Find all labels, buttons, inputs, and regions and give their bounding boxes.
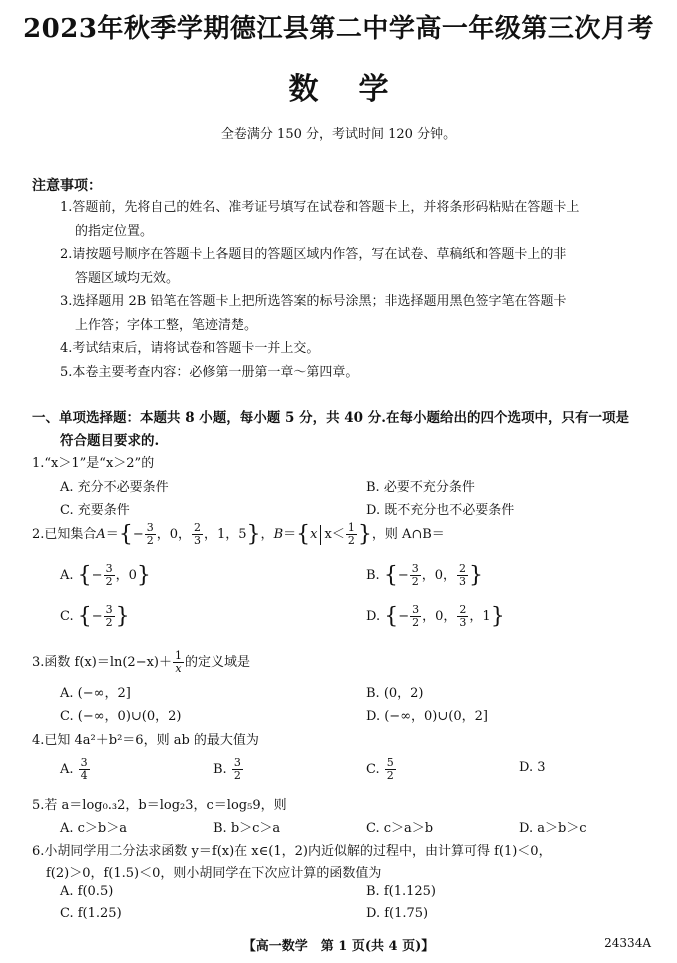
q2-option-c: C. {− $\frac{3}{2}$ } [60, 603, 130, 629]
q1-option-b: B. 必要不充分条件 [366, 480, 475, 495]
q3-option-a: A. (−∞，2] [60, 686, 131, 701]
subject-title: 数学 [288, 72, 429, 107]
equals-sign: ＝ [105, 527, 119, 542]
q1-option-a: A. 充分不必要条件 [60, 480, 169, 495]
set-a-label: A [96, 527, 106, 542]
q2-option-b: B. {− $\frac{3}{2}$ ，0， $\frac{2}{3}$ } [366, 562, 484, 588]
brace-close-icon: } [357, 522, 372, 547]
section-heading-line1: 一、单项选择题：本题共 8 小题，每小题 5 分，共 40 分.在每小题给出的四个选项中，只有一项是 [32, 410, 629, 426]
q2-option-d: D. {− $\frac{3}{2}$ ，0， $\frac{2}{3}$ ，1} [366, 603, 505, 629]
q4-option-c: C. $\frac{5}{2}$ [366, 756, 394, 782]
notice-item: 4.考试结束后，请将试卷和答题卡一并上交。 [60, 341, 320, 356]
section-heading-line2: 符合题目要求的. [60, 433, 160, 449]
q6-option-c: C. f(1.25) [60, 906, 122, 921]
notice-item: 2.请按题号顺序在答题卡上各题目的答题区域内作答，写在试卷、草稿纸和答题卡上的非 [60, 247, 567, 262]
notice-item: 3.选择题用 2B 铅笔在答题卡上把所选答案的标号涂黑；非选择题用黑色签字笔在答题卡 [60, 294, 567, 309]
q4-option-d: D. 3 [519, 760, 546, 775]
equals-sign: ＝ [283, 527, 297, 542]
brace-open-icon: { [296, 522, 311, 547]
q1-option-d: D. 既不充分也不必要条件 [366, 503, 515, 518]
fraction: $\frac{1}{2}$ [347, 521, 355, 547]
variable-x: x [310, 527, 318, 542]
fraction: $\frac{3}{2}$ [146, 521, 154, 547]
page-footer: 【高一数学 第 1 页(共 4 页)】 [242, 939, 435, 954]
brace-open-icon: { [118, 522, 133, 547]
question-6-line2: f(2)＞0，f(1.5)＜0，则小胡同学在下次应计算的函数值为 [46, 866, 382, 881]
q5-option-b: B. b＞c＞a [213, 821, 281, 836]
notice-item-cont: 答题区域均无效。 [75, 270, 180, 286]
question-1-stem: 1.“x＞1”是“x＞2”的 [32, 456, 155, 471]
question-3-stem: 3.函数 f(x)＝ln(2−x)＋ $\frac{1}{x}$ 的定义域是 [32, 649, 251, 675]
q2-tail: ，则 A∩B＝ [371, 527, 445, 542]
q4-option-b: B. $\frac{3}{2}$ [213, 756, 241, 782]
exam-code: 24334A [604, 936, 651, 950]
fraction: $\frac{1}{x}$ [175, 649, 182, 675]
q5-option-c: C. c＞a＞b [366, 821, 434, 836]
full-mark-note: 全卷满分 150 分，考试时间 120 分钟。 [220, 127, 457, 142]
fraction: $\frac{2}{3}$ [194, 521, 201, 547]
q3-option-b: B. (0，2) [366, 686, 424, 701]
q1-option-c: C. 充要条件 [60, 503, 130, 518]
set-builder-bar [320, 525, 321, 545]
question-6-line1: 6.小胡同学用二分法求函数 y＝f(x)在 x∈(1，2)内近似解的过程中，由计算可得 f(1)＜0， [32, 844, 552, 859]
q5-option-a: A. c＞b＞a [60, 821, 128, 836]
less-than: x＜ [324, 527, 345, 542]
set-b-label: B [273, 527, 284, 542]
q4-option-a: A. $\frac{3}{4}$ [60, 756, 88, 782]
q6-option-b: B. f(1.125) [366, 884, 436, 899]
set-a-end: ，1，5 [204, 527, 247, 542]
notice-list [60, 196, 650, 384]
q5-option-d: D. a＞b＞c [519, 821, 587, 836]
section-heading [32, 407, 652, 453]
q6-option-a: A. f(0.5) [60, 884, 114, 899]
brace-close-icon: } [246, 522, 261, 547]
notice-item: 5.本卷主要考查内容：必修第一册第一章～第四章。 [60, 364, 359, 380]
minus-sign: − [132, 527, 144, 542]
question-2-stem: 2.已知集合A＝{− $\frac{3}{2}$ ，0， $\frac{2}{3}$ ，1，5}，B＝{x x＜ $\frac{1}{2}$ }，则 A∩B＝ [32, 521, 445, 547]
question-5-stem: 5.若 a＝log₀.₃2，b＝log₂3，c＝log₅9，则 [32, 798, 287, 813]
q2-option-a: A. {− $\frac{3}{2}$ ，0} [60, 562, 151, 588]
q6-option-d: D. f(1.75) [366, 906, 429, 921]
notice-item-cont: 的指定位置。 [75, 223, 154, 239]
notice-title: 注意事项： [32, 178, 102, 194]
set-sep: ，0， [156, 527, 191, 542]
notice-item-cont: 上作答；字体工整，笔迹清楚。 [75, 317, 258, 333]
q3-option-c: C. (−∞，0)∪(0，2) [60, 709, 182, 724]
question-4-stem: 4.已知 4a²＋b²＝6，则 ab 的最大值为 [32, 733, 259, 748]
exam-title: 2023年秋季学期德江县第二中学高一年级第三次月考 [23, 14, 654, 44]
notice-item: 1.答题前，先将自己的姓名、准考证号填写在试卷和答题卡上，并将条形码粘贴在答题卡上 [60, 200, 580, 215]
q3-option-d: D. (−∞，0)∪(0，2] [366, 709, 488, 724]
q2-prefix: 2.已知集合 [32, 527, 97, 542]
